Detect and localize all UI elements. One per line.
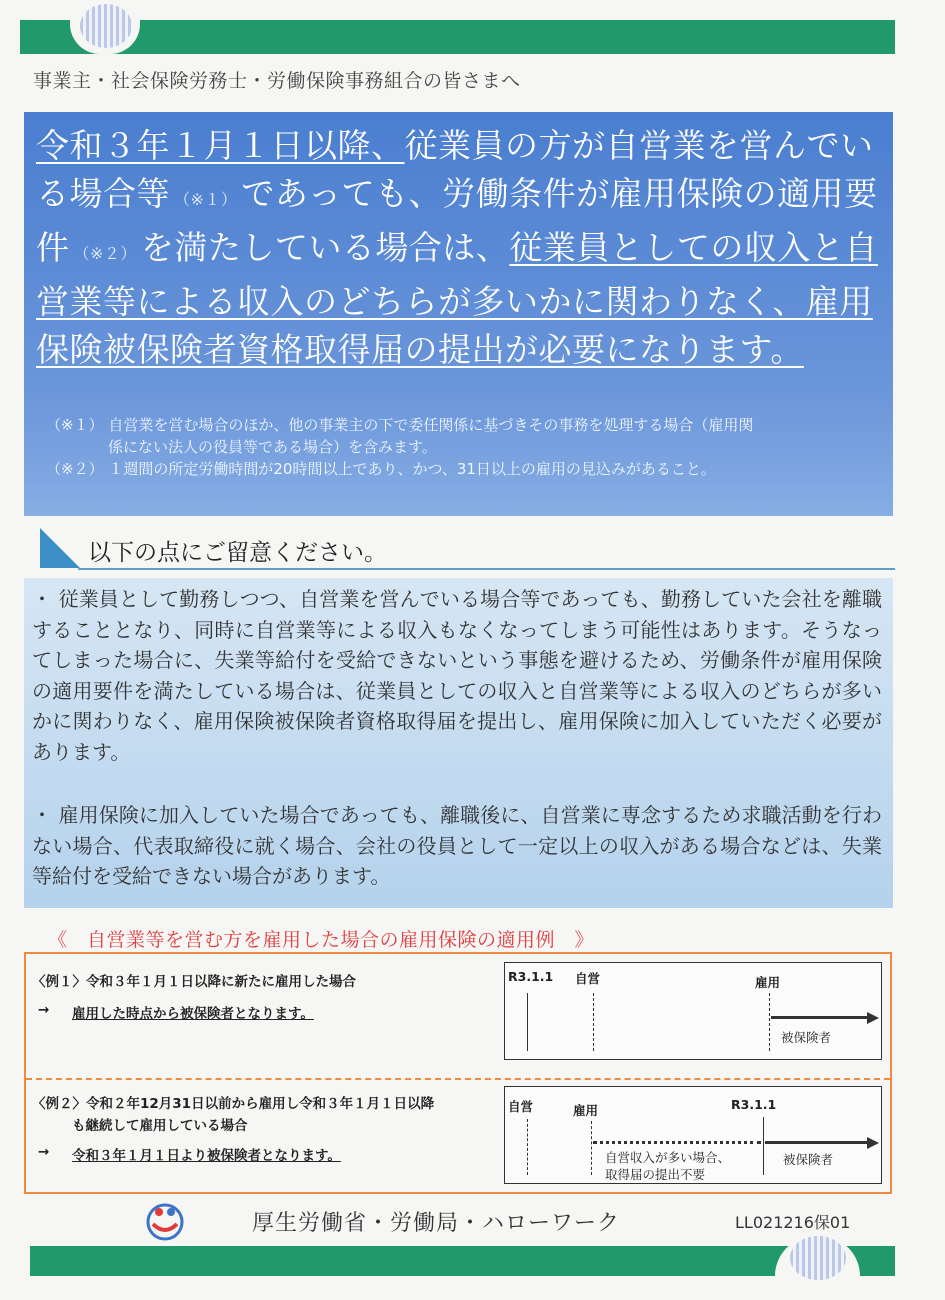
diagram-1-jiei-line <box>593 993 594 1051</box>
diagram-2-r311-label: R3.1.1 <box>731 1097 777 1112</box>
footnote-2-text: １週間の所定労働時間が20時間以上であり、かつ、31日以上の雇用の見込みがあること。 <box>108 460 716 478</box>
arrow-right-icon <box>867 1012 879 1024</box>
example-1-arrow: → <box>38 1002 50 1018</box>
example-2-diagram <box>504 1086 882 1184</box>
attention-header <box>40 528 895 574</box>
footnotes <box>46 414 876 480</box>
example-2-heading-line-2: も継続して雇用している場合 <box>72 1118 248 1134</box>
headline-note-2: （※２） <box>73 244 137 263</box>
example-1-result: 雇用した時点から被保険者となります。 <box>72 1006 314 1022</box>
diagram-1-r311-line <box>527 993 528 1051</box>
examples-divider <box>26 1078 890 1080</box>
diagram-2-note-line-1: 自営収入が多い場合、 <box>605 1150 731 1165</box>
top-green-band <box>20 20 895 54</box>
example-2-heading-line-1: 〈例２〉令和２年12月31日以前から雇用し令和３年１月１日以降 <box>32 1096 435 1112</box>
footnote-2 <box>46 458 876 480</box>
footnote-1-mark: （※１） <box>46 416 104 434</box>
headline <box>36 122 881 374</box>
diagram-2-r311-line <box>763 1117 764 1175</box>
ministry-logo-icon <box>145 1202 185 1242</box>
top-decoration-ball <box>80 4 132 48</box>
example-2-result: 令和３年１月１日より被保険者となります。 <box>72 1148 341 1164</box>
bottom-green-band <box>30 1246 895 1276</box>
diagram-1-koyo-label: 雇用 <box>755 975 781 990</box>
example-1-diagram <box>504 962 882 1060</box>
example-1-heading: 〈例１〉令和３年１月１日以降に新たに雇用した場合 <box>32 974 356 990</box>
diagram-2-jiei-label: 自営 <box>508 1099 534 1114</box>
diagram-1-jiei-label: 自営 <box>575 971 601 986</box>
note-2: ・ 雇用保険に加入していた場合であっても、離職後に、自営業に専念するため求職活動を行わない場合、代表取締役に就く場合、会社の役員として一定以上の収入がある場合などは、失業等給付を受給できない場合があります。 <box>32 803 882 888</box>
headline-part-2: 従業員の方が自営業を営んでいる場合等 <box>36 126 874 213</box>
note-1: ・ 従業員として勤務しつつ、自営業を営んでいる場合等であっても、勤務していた会社を離職することとなり、同時に自営業等による収入もなくなってしまう可能性はあります。そうなってしまった場合に、失業等給付を受給できないという事態を避けるため、労働条件が雇用保険の適用要件を満たしている場合は、従業員としての収入と自営業等による収入のどちらが多いかに関わりなく、雇用保険被保険者資格取得届を提出し、雇用保険に加入していただく必要があります。 <box>32 587 882 764</box>
headline-part-4: を満たしている場合は、 <box>140 228 510 267</box>
addressee: 事業主・社会保険労務士・労働保険事務組合の皆さまへ <box>33 70 521 92</box>
diagram-2-koyo-label: 雇用 <box>573 1103 599 1118</box>
diagram-2-note-line-2: 取得届の提出不要 <box>605 1167 706 1182</box>
headline-date: 令和３年１月１日以降、 <box>36 126 405 165</box>
diagram-2-insured-label: 被保険者 <box>783 1152 834 1167</box>
main-notice-panel <box>24 112 893 516</box>
attention-title: 以下の点にご留意ください。 <box>88 540 387 566</box>
triangle-icon <box>40 528 80 568</box>
diagram-2-koyo-line <box>591 1121 592 1175</box>
diagram-2-dotted-line <box>593 1141 761 1144</box>
headline-note-1: （※１） <box>174 190 238 209</box>
headline-conclusion: 従業員としての収入と自営業等による収入のどちらが多いかに関わりなく、雇用保険被保険者資格取得届の提出が必要になります。 <box>36 228 878 369</box>
diagram-1-arrow-line <box>771 1016 867 1019</box>
arrow-right-icon <box>867 1137 879 1149</box>
headline-part-3: であっても、労働条件が雇用保険の適用要件 <box>36 174 878 267</box>
bottom-decoration-ball <box>790 1236 846 1280</box>
diagram-2-arrow-line <box>765 1141 867 1144</box>
document-code: LL021216保01 <box>735 1213 851 1232</box>
footnote-2-mark: （※２） <box>46 460 104 478</box>
footnote-1 <box>46 414 876 436</box>
examples-title: 《 自営業等を営む方を雇用した場合の雇用保険の適用例 》 <box>48 929 595 951</box>
diagram-1-koyo-line <box>769 993 770 1051</box>
examples-box <box>24 952 892 1194</box>
example-2-arrow: → <box>38 1144 50 1160</box>
diagram-1-r311-label: R3.1.1 <box>508 969 554 984</box>
ministry-name: 厚生労働省・労働局・ハローワーク <box>252 1211 621 1236</box>
attention-underline <box>78 568 895 570</box>
footnote-1-line-1: 自営業を営む場合のほか、他の事業主の下で委任関係に基づきその事務を処理する場合（雇用関 <box>108 416 754 434</box>
diagram-1-insured-label: 被保険者 <box>781 1030 832 1045</box>
footnote-1-line-2: 係にない法人の役員等である場合）を含みます。 <box>108 438 437 456</box>
diagram-2-jiei-line <box>527 1119 528 1175</box>
notes-panel <box>24 578 893 908</box>
